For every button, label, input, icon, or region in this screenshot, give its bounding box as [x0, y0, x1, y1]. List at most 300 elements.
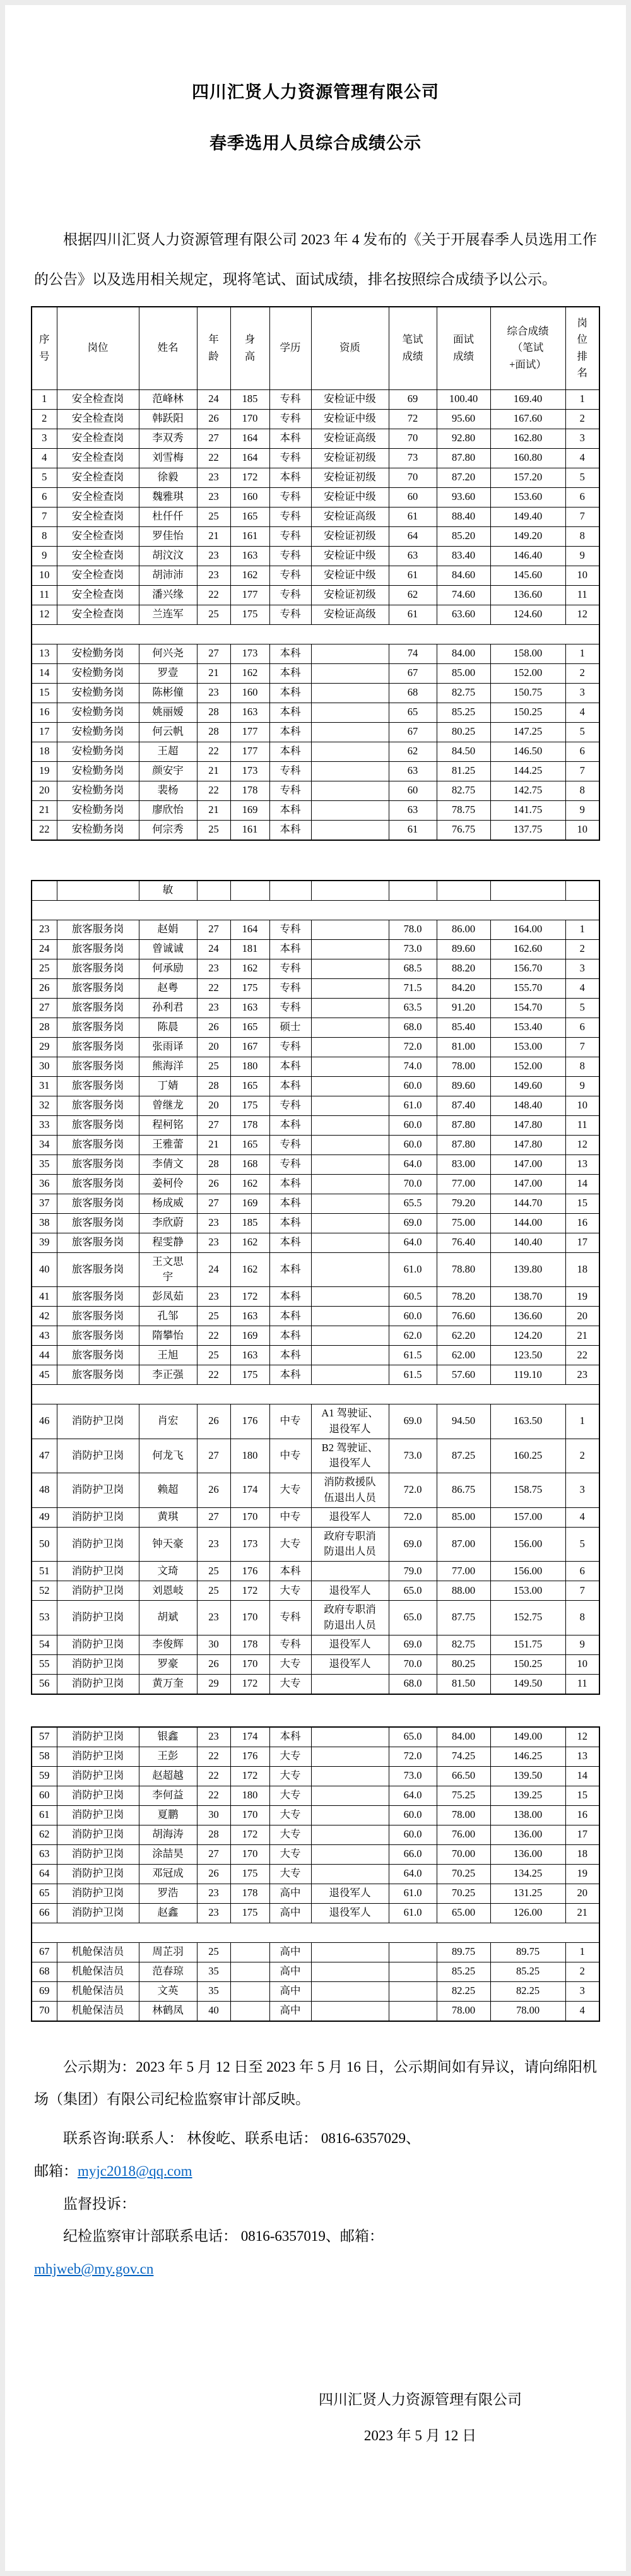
cell-col6: 政府专职消防退出人员	[311, 1601, 389, 1635]
cell-col0: 17	[32, 722, 57, 742]
cell-col8: 80.25	[437, 722, 490, 742]
results-table-2	[31, 880, 600, 1695]
cell-col10: 16	[565, 1805, 599, 1825]
cell-col8: 81.25	[437, 761, 490, 781]
cell-col0: 59	[32, 1766, 57, 1786]
cell-col0: 24	[32, 939, 57, 959]
cell-col7: 73	[389, 448, 437, 468]
cell-col0: 64	[32, 1864, 57, 1884]
cell-col4: 170	[230, 1507, 269, 1527]
cell-col7: 72.0	[389, 1747, 437, 1766]
cell-col6	[311, 1252, 389, 1287]
cell-col5: 本科	[269, 820, 311, 840]
cell-col3: 23	[197, 1601, 230, 1635]
cell-col7: 63.5	[389, 998, 437, 1018]
cell-col2: 银鑫	[139, 1727, 197, 1747]
cell-col1: 旅客服务岗	[57, 1096, 139, 1115]
cell-col1: 安全检查岗	[57, 546, 139, 566]
cell-col5: 大专	[269, 1747, 311, 1766]
cell-col4: 165	[230, 507, 269, 526]
cell-col5: 中专	[269, 1439, 311, 1473]
cell-col9: 139.50	[490, 1766, 565, 1786]
cell-col7: 72.0	[389, 1473, 437, 1508]
cell-col1: 旅客服务岗	[57, 920, 139, 939]
table-row	[32, 1962, 599, 1981]
cell-col2: 范春琼	[139, 1962, 197, 1981]
cell-col1: 消防护卫岗	[57, 1884, 139, 1903]
cell-col7: 62	[389, 742, 437, 761]
cell-col8: 89.60	[437, 939, 490, 959]
cell-col10: 1	[565, 644, 599, 663]
supervision-label-paragraph: 监督投诉：	[63, 2195, 136, 2212]
table-row	[32, 1096, 599, 1115]
cell-col7: 63	[389, 800, 437, 820]
cell-col8: 76.60	[437, 1307, 490, 1326]
column-header-4: 身高	[230, 307, 269, 390]
cell-col10: 4	[565, 978, 599, 998]
cell-col1: 旅客服务岗	[57, 1213, 139, 1233]
cell-col3: 28	[197, 1825, 230, 1844]
cell-col0: 68	[32, 1962, 57, 1981]
cell-col7: 64.0	[389, 1786, 437, 1805]
cell-col0: 12	[32, 605, 57, 624]
cell-col5: 本科	[269, 1346, 311, 1365]
cell-col6: 消防救援队伍退出人员	[311, 1473, 389, 1508]
contact-email-link[interactable]: myjc2018@qq.com	[78, 2163, 192, 2179]
cell-col4: 176	[230, 1404, 269, 1439]
table-row	[32, 1213, 599, 1233]
cell-col8: 88.40	[437, 507, 490, 526]
cell-col1: 消防护卫岗	[57, 1527, 139, 1562]
cell-col8: 85.00	[437, 1507, 490, 1527]
cell-col6	[311, 1174, 389, 1194]
cell-col7: 60.0	[389, 1805, 437, 1825]
cell-col3: 27	[197, 1439, 230, 1473]
cell-col0: 7	[32, 507, 57, 526]
cell-col0: 39	[32, 1233, 57, 1252]
cell-col10: 2	[565, 939, 599, 959]
cell-col5: 本科	[269, 1194, 311, 1213]
cell-col6	[311, 663, 389, 683]
supervision-email-link[interactable]: mhjweb@my.gov.cn	[34, 2261, 154, 2277]
cell-col0: 66	[32, 1903, 57, 1923]
cell-col9: 155.70	[490, 978, 565, 998]
cell-col9: 156.00	[490, 1527, 565, 1562]
cell-col7: 65.0	[389, 1601, 437, 1635]
cell-col10: 8	[565, 1601, 599, 1635]
cell-col2: 李双秀	[139, 429, 197, 448]
cell-col8: 75.25	[437, 1786, 490, 1805]
cell-col5: 专科	[269, 959, 311, 978]
cell-col1: 旅客服务岗	[57, 1076, 139, 1096]
table-row	[32, 1037, 599, 1057]
table-row	[32, 663, 599, 683]
cell-col10: 14	[565, 1766, 599, 1786]
table-row	[32, 2001, 599, 2021]
cell-col1: 旅客服务岗	[57, 1037, 139, 1057]
cell-col9	[490, 881, 565, 901]
cell-col7: 65.0	[389, 1727, 437, 1747]
table-header-row	[32, 307, 599, 390]
cell-col6: 安检证高级	[311, 605, 389, 624]
table-row	[32, 1654, 599, 1674]
cell-col8: 87.75	[437, 1601, 490, 1635]
cell-col4: 175	[230, 1903, 269, 1923]
cell-col0: 19	[32, 761, 57, 781]
table-row	[32, 959, 599, 978]
cell-col10: 7	[565, 1581, 599, 1601]
column-header-10: 岗位排名	[565, 307, 599, 390]
cell-col6	[311, 1766, 389, 1786]
cell-col2: 刘恩岐	[139, 1581, 197, 1601]
table-row	[32, 1252, 599, 1287]
cell-col6: 退役军人	[311, 1507, 389, 1527]
cell-col0: 13	[32, 644, 57, 663]
cell-col9: 149.00	[490, 1727, 565, 1747]
cell-col6	[311, 1562, 389, 1581]
cell-col5: 本科	[269, 468, 311, 487]
cell-col10: 5	[565, 722, 599, 742]
cell-col2: 文琦	[139, 1562, 197, 1581]
cell-col4: 162	[230, 1174, 269, 1194]
cell-col3: 30	[197, 1635, 230, 1654]
cell-col7: 64.0	[389, 1864, 437, 1884]
cell-col2: 罗豪	[139, 1654, 197, 1674]
cell-col9: 136.00	[490, 1844, 565, 1864]
cell-col2: 王雅蕾	[139, 1135, 197, 1154]
cell-col9: 156.70	[490, 959, 565, 978]
cell-col5: 本科	[269, 703, 311, 722]
cell-col9: 142.75	[490, 781, 565, 800]
cell-col0	[32, 881, 57, 901]
cell-col10: 22	[565, 1346, 599, 1365]
cell-col2: 何龙飞	[139, 1439, 197, 1473]
table-row	[32, 1601, 599, 1635]
cell-col5: 本科	[269, 1326, 311, 1346]
cell-col3: 20	[197, 1096, 230, 1115]
cell-col0: 20	[32, 781, 57, 800]
cell-col5: 本科	[269, 429, 311, 448]
cell-col6: 安检证高级	[311, 507, 389, 526]
cell-col10: 11	[565, 1674, 599, 1694]
cell-col0: 22	[32, 820, 57, 840]
cell-col4: 162	[230, 1233, 269, 1252]
table-row	[32, 429, 599, 448]
cell-col1: 安检勤务岗	[57, 820, 139, 840]
cell-col0: 41	[32, 1287, 57, 1307]
cell-col2: 魏雅琪	[139, 487, 197, 507]
cell-col2: 李俊辉	[139, 1635, 197, 1654]
cell-col6: 安检证初级	[311, 468, 389, 487]
cell-col10: 5	[565, 998, 599, 1018]
cell-col2: 赖超	[139, 1473, 197, 1508]
cell-col0: 44	[32, 1346, 57, 1365]
cell-col0: 43	[32, 1326, 57, 1346]
cell-col4: 177	[230, 585, 269, 605]
cell-col0: 18	[32, 742, 57, 761]
spacer-cell	[32, 1923, 599, 1942]
cell-col4: 180	[230, 1057, 269, 1076]
cell-col0: 58	[32, 1747, 57, 1766]
cell-col10: 4	[565, 2001, 599, 2021]
cell-col6	[311, 959, 389, 978]
cell-col8: 85.25	[437, 1962, 490, 1981]
table-row	[32, 1076, 599, 1096]
cell-col6	[311, 1365, 389, 1385]
cell-col8: 87.80	[437, 448, 490, 468]
cell-col4: 172	[230, 468, 269, 487]
cell-col1: 旅客服务岗	[57, 1057, 139, 1076]
cell-col8: 87.00	[437, 1527, 490, 1562]
cell-col3: 22	[197, 1747, 230, 1766]
cell-col7: 69.0	[389, 1527, 437, 1562]
cell-col3: 23	[197, 1213, 230, 1233]
cell-col4: 163	[230, 703, 269, 722]
cell-col8: 82.75	[437, 683, 490, 703]
cell-col5: 专科	[269, 448, 311, 468]
cell-col0: 15	[32, 683, 57, 703]
cell-col1: 旅客服务岗	[57, 1346, 139, 1365]
cell-col1: 安全检查岗	[57, 585, 139, 605]
cell-col7: 61	[389, 507, 437, 526]
cell-col8: 85.00	[437, 663, 490, 683]
cell-col2: 邓冠成	[139, 1864, 197, 1884]
cell-col0: 9	[32, 546, 57, 566]
cell-col10: 20	[565, 1307, 599, 1326]
cell-col8: 78.00	[437, 2001, 490, 2021]
cell-col4: 167	[230, 1037, 269, 1057]
table-row	[32, 939, 599, 959]
cell-col9: 82.25	[490, 1981, 565, 2001]
cell-col6: 安检证高级	[311, 429, 389, 448]
cell-col4: 175	[230, 978, 269, 998]
cell-col9: 126.00	[490, 1903, 565, 1923]
cell-col3: 22	[197, 1365, 230, 1385]
cell-col7: 60.0	[389, 1307, 437, 1326]
cell-col5: 大专	[269, 1654, 311, 1674]
cell-col6	[311, 1727, 389, 1747]
table-row	[32, 703, 599, 722]
cell-col5: 专科	[269, 1096, 311, 1115]
table-row	[32, 781, 599, 800]
cell-col3: 25	[197, 507, 230, 526]
cell-col7	[389, 1962, 437, 1981]
cell-col5: 专科	[269, 605, 311, 624]
cell-col10: 9	[565, 1635, 599, 1654]
results-table-1	[31, 306, 600, 841]
cell-col0: 34	[32, 1135, 57, 1154]
cell-col6: B2 驾驶证、退役军人	[311, 1439, 389, 1473]
cell-col3: 26	[197, 1174, 230, 1194]
cell-col1: 消防护卫岗	[57, 1635, 139, 1654]
table-row	[32, 1562, 599, 1581]
cell-col7: 70.0	[389, 1174, 437, 1194]
cell-col7: 67	[389, 663, 437, 683]
cell-col10: 2	[565, 409, 599, 429]
cell-col0: 1	[32, 389, 57, 409]
cell-col10: 4	[565, 703, 599, 722]
cell-col9: 150.75	[490, 683, 565, 703]
cell-col10: 11	[565, 1115, 599, 1135]
cell-col4: 161	[230, 526, 269, 546]
cell-col8: 65.00	[437, 1903, 490, 1923]
cell-col7: 61	[389, 820, 437, 840]
cell-col6	[311, 1018, 389, 1037]
cell-col4: 178	[230, 781, 269, 800]
table-row	[32, 683, 599, 703]
cell-col9: 144.70	[490, 1194, 565, 1213]
cell-col2: 肖宏	[139, 1404, 197, 1439]
cell-col4: 172	[230, 1581, 269, 1601]
cell-col0: 11	[32, 585, 57, 605]
cell-col7	[389, 881, 437, 901]
cell-col1: 旅客服务岗	[57, 1252, 139, 1287]
cell-col5: 专科	[269, 526, 311, 546]
cell-col8: 84.00	[437, 1727, 490, 1747]
cell-col1: 机舱保洁员	[57, 1942, 139, 1962]
cell-col5: 中专	[269, 1404, 311, 1439]
cell-col5: 专科	[269, 920, 311, 939]
cell-col10: 9	[565, 800, 599, 820]
cell-col6	[311, 742, 389, 761]
cell-col5: 专科	[269, 1601, 311, 1635]
cell-col9: 136.60	[490, 585, 565, 605]
cell-col3: 23	[197, 566, 230, 585]
cell-col6	[311, 644, 389, 663]
cell-col9: 150.25	[490, 1654, 565, 1674]
cell-col2: 赵鑫	[139, 1903, 197, 1923]
cell-col10: 18	[565, 1252, 599, 1287]
cell-col3: 25	[197, 1562, 230, 1581]
cell-col9: 85.25	[490, 1962, 565, 1981]
cell-col4: 174	[230, 1473, 269, 1508]
cell-col10: 6	[565, 1562, 599, 1581]
cell-col9: 164.00	[490, 920, 565, 939]
cell-col5: 专科	[269, 761, 311, 781]
table-row	[32, 1473, 599, 1508]
cell-col9: 147.80	[490, 1115, 565, 1135]
table-row	[32, 820, 599, 840]
cell-col0: 42	[32, 1307, 57, 1326]
cell-col10: 2	[565, 1439, 599, 1473]
cell-col6: 安检证初级	[311, 585, 389, 605]
page-break-gap-1	[5, 841, 626, 880]
cell-col8: 74.60	[437, 585, 490, 605]
cell-col6: 退役军人	[311, 1635, 389, 1654]
cell-col8: 76.75	[437, 820, 490, 840]
cell-col10: 21	[565, 1903, 599, 1923]
cell-col3: 21	[197, 663, 230, 683]
cell-col6	[311, 1154, 389, 1174]
cell-col5: 本科	[269, 1562, 311, 1581]
column-header-7: 笔试成绩	[389, 307, 437, 390]
table-row	[32, 1981, 599, 2001]
cell-col3: 27	[197, 1115, 230, 1135]
cell-col3: 28	[197, 1076, 230, 1096]
cell-col9: 169.40	[490, 389, 565, 409]
cell-col3: 27	[197, 429, 230, 448]
cell-col7: 68.0	[389, 1018, 437, 1037]
table-row	[32, 448, 599, 468]
cell-col7: 73.0	[389, 1439, 437, 1473]
cell-col4: 173	[230, 644, 269, 663]
cell-col9: 145.60	[490, 566, 565, 585]
cell-col8: 87.80	[437, 1135, 490, 1154]
cell-col1: 旅客服务岗	[57, 1135, 139, 1154]
cell-col10: 6	[565, 1018, 599, 1037]
cell-col4: 177	[230, 742, 269, 761]
cell-col4: 165	[230, 1076, 269, 1096]
cell-col1: 消防护卫岗	[57, 1903, 139, 1923]
cell-col5: 本科	[269, 722, 311, 742]
cell-col3: 25	[197, 1307, 230, 1326]
cell-col10: 2	[565, 1962, 599, 1981]
cell-col9: 141.75	[490, 800, 565, 820]
cell-col4: 169	[230, 1326, 269, 1346]
cell-col8: 91.20	[437, 998, 490, 1018]
cell-col2: 杜仟仟	[139, 507, 197, 526]
cell-col8: 86.00	[437, 920, 490, 939]
cell-col10: 3	[565, 429, 599, 448]
cell-col1: 安全检查岗	[57, 468, 139, 487]
cell-col0: 62	[32, 1825, 57, 1844]
table-row	[32, 605, 599, 624]
table-row	[32, 722, 599, 742]
cell-col5: 本科	[269, 1727, 311, 1747]
cell-col6	[311, 1076, 389, 1096]
cell-col8: 57.60	[437, 1365, 490, 1385]
table-row	[32, 389, 599, 409]
cell-col9: 154.70	[490, 998, 565, 1018]
cell-col1: 旅客服务岗	[57, 1287, 139, 1307]
table-row	[32, 998, 599, 1018]
cell-col10: 10	[565, 1654, 599, 1674]
cell-col1: 旅客服务岗	[57, 998, 139, 1018]
cell-col4: 160	[230, 683, 269, 703]
cell-col6	[311, 978, 389, 998]
cell-col6: 安检证中级	[311, 546, 389, 566]
cell-col1: 安检勤务岗	[57, 644, 139, 663]
cell-col7: 61	[389, 566, 437, 585]
cell-col0: 3	[32, 429, 57, 448]
cell-col2: 孙利君	[139, 998, 197, 1018]
cell-col10: 6	[565, 487, 599, 507]
cell-col0: 16	[32, 703, 57, 722]
cell-col2: 罗佳怡	[139, 526, 197, 546]
publicity-period-paragraph: 公示期为：2023 年 5 月 12 日至 2023 年 5 月 16 日，公示期间如有异议，请向绵阳机场（集团）有限公司纪检监察审计部反映。	[34, 2058, 597, 2108]
cell-col9: 131.25	[490, 1884, 565, 1903]
cell-col9: 148.40	[490, 1096, 565, 1115]
cell-col0: 31	[32, 1076, 57, 1096]
cell-col0: 57	[32, 1727, 57, 1747]
cell-col1: 消防护卫岗	[57, 1805, 139, 1825]
cell-col7: 61.0	[389, 1903, 437, 1923]
supervision-paragraph	[34, 2220, 597, 2286]
cell-col9: 152.00	[490, 663, 565, 683]
cell-col6	[311, 1962, 389, 1981]
cell-col0: 33	[32, 1115, 57, 1135]
cell-col9: 163.50	[490, 1404, 565, 1439]
cell-col2: 钟天豪	[139, 1527, 197, 1562]
cell-col7: 78.0	[389, 920, 437, 939]
cell-col6	[311, 920, 389, 939]
cell-col1: 机舱保洁员	[57, 1962, 139, 1981]
cell-col0: 45	[32, 1365, 57, 1385]
cell-col4: 181	[230, 939, 269, 959]
cell-col9: 149.40	[490, 507, 565, 526]
cell-col9: 149.20	[490, 526, 565, 546]
cell-col6	[311, 1135, 389, 1154]
